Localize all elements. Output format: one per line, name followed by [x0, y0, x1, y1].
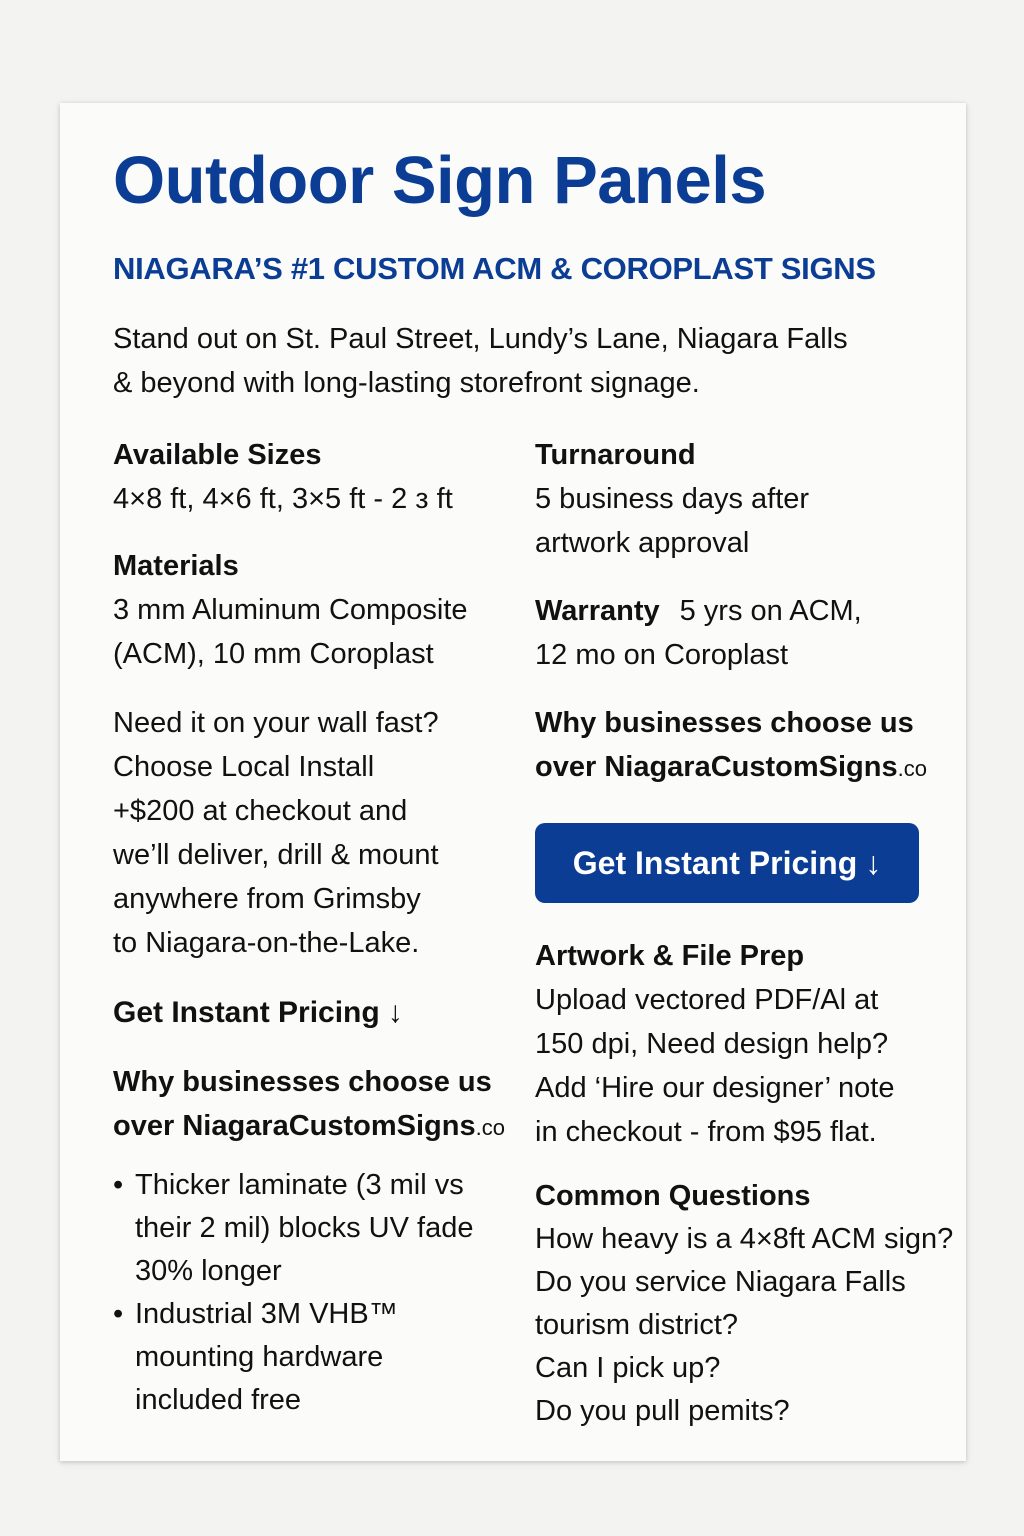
warranty-line: 12 mo on Coroplast: [535, 639, 789, 671]
why-heading-tld: .co: [897, 756, 927, 781]
get-pricing-link-label[interactable]: Get Instant Pricing: [113, 996, 380, 1029]
why-heading-line: Why businesses choose us: [113, 1066, 492, 1098]
intro-paragraph: [113, 317, 933, 405]
get-instant-pricing-button[interactable]: [535, 823, 919, 903]
warranty-value: 5 yrs on ACM,: [679, 595, 862, 627]
warranty-section: [535, 589, 935, 677]
warranty-line: [535, 589, 935, 633]
artwork-line: 150 dpi, Need design help?: [535, 1028, 889, 1060]
get-pricing-link[interactable]: [113, 991, 513, 1035]
why-us-section-right: [535, 701, 955, 791]
materials-line: (ACM), 10 mm Coroplast: [113, 638, 434, 670]
intro-line: Stand out on St. Paul Street, Lundy’s Lane, Niagara Falls: [113, 323, 848, 355]
faq-question[interactable]: tourism district?: [535, 1309, 739, 1341]
why-us-section-left: [113, 1060, 533, 1422]
materials-section: [113, 544, 513, 676]
button-label: Get Instant Pricing: [572, 844, 858, 881]
sign-panel-flyer: [60, 103, 966, 1461]
faq-heading: Common Questions: [535, 1180, 811, 1212]
bullet-line: Industrial 3M VHB™: [135, 1298, 398, 1330]
intro-line: & beyond with long-lasting storefront signage.: [113, 367, 700, 399]
bullet-line: their 2 mil) blocks UV fade: [135, 1212, 474, 1244]
artwork-line: Upload vectored PDF/Al at: [535, 984, 879, 1016]
why-bullet-item: [113, 1293, 533, 1422]
materials-heading: Materials: [113, 550, 239, 582]
local-install-section: [113, 701, 513, 965]
why-heading-line: [113, 1104, 533, 1150]
faq-section: [535, 1174, 965, 1433]
faq-question[interactable]: How heavy is a 4×8ft ACM sign?: [535, 1223, 954, 1255]
sizes-heading: Available Sizes: [113, 439, 322, 471]
artwork-heading: Artwork & File Prep: [535, 940, 805, 972]
warranty-heading: Warranty: [535, 595, 660, 627]
why-bullet-list: [113, 1164, 533, 1422]
materials-line: 3 mm Aluminum Composite: [113, 594, 468, 626]
why-heading-line: [535, 745, 955, 791]
why-heading-text: over NiagaraCustomSigns: [535, 751, 898, 783]
sizes-section: [113, 433, 513, 521]
arrow-down-icon: ↓: [865, 844, 882, 881]
why-heading-text: over NiagaraCustomSigns: [113, 1110, 476, 1142]
page-subtitle: NIAGARA’S #1 CUSTOM ACM & COROPLAST SIGNS: [113, 251, 876, 286]
turnaround-line: 5 business days after: [535, 483, 810, 515]
arrow-down-icon: ↓: [387, 996, 403, 1029]
turnaround-section: [535, 433, 935, 565]
why-heading-line: Why businesses choose us: [535, 707, 914, 739]
artwork-line: in checkout - from $95 flat.: [535, 1116, 877, 1148]
turnaround-line: artwork approval: [535, 527, 750, 559]
bullet-icon: •: [113, 1298, 124, 1330]
page-title: Outdoor Sign Panels: [113, 143, 767, 218]
bullet-line: Thicker laminate (3 mil vs: [135, 1169, 464, 1201]
install-line: +$200 at checkout and: [113, 795, 408, 827]
artwork-line: Add ‘Hire our designer’ note: [535, 1072, 895, 1104]
install-line: anywhere from Grimsby: [113, 883, 421, 915]
faq-question[interactable]: Can I pick up?: [535, 1352, 721, 1384]
install-line: Need it on your wall fast?: [113, 707, 439, 739]
install-line: we’ll deliver, drill & mount: [113, 839, 439, 871]
sizes-value: 4×8 ft, 4×6 ft, 3×5 ft - 2 з ft: [113, 483, 453, 515]
faq-question[interactable]: Do you pull pemits?: [535, 1395, 790, 1427]
install-line: to Niagara-on-the-Lake.: [113, 927, 420, 959]
install-line: Choose Local Install: [113, 751, 375, 783]
bullet-line: included free: [135, 1384, 302, 1416]
bullet-icon: •: [113, 1169, 124, 1201]
artwork-section: [535, 934, 965, 1154]
bullet-line: 30% longer: [135, 1255, 282, 1287]
bullet-line: mounting hardware: [135, 1341, 384, 1373]
why-heading-tld: .co: [475, 1115, 505, 1140]
turnaround-heading: Turnaround: [535, 439, 696, 471]
faq-question[interactable]: Do you service Niagara Falls: [535, 1266, 906, 1298]
why-bullet-item: [113, 1164, 533, 1293]
